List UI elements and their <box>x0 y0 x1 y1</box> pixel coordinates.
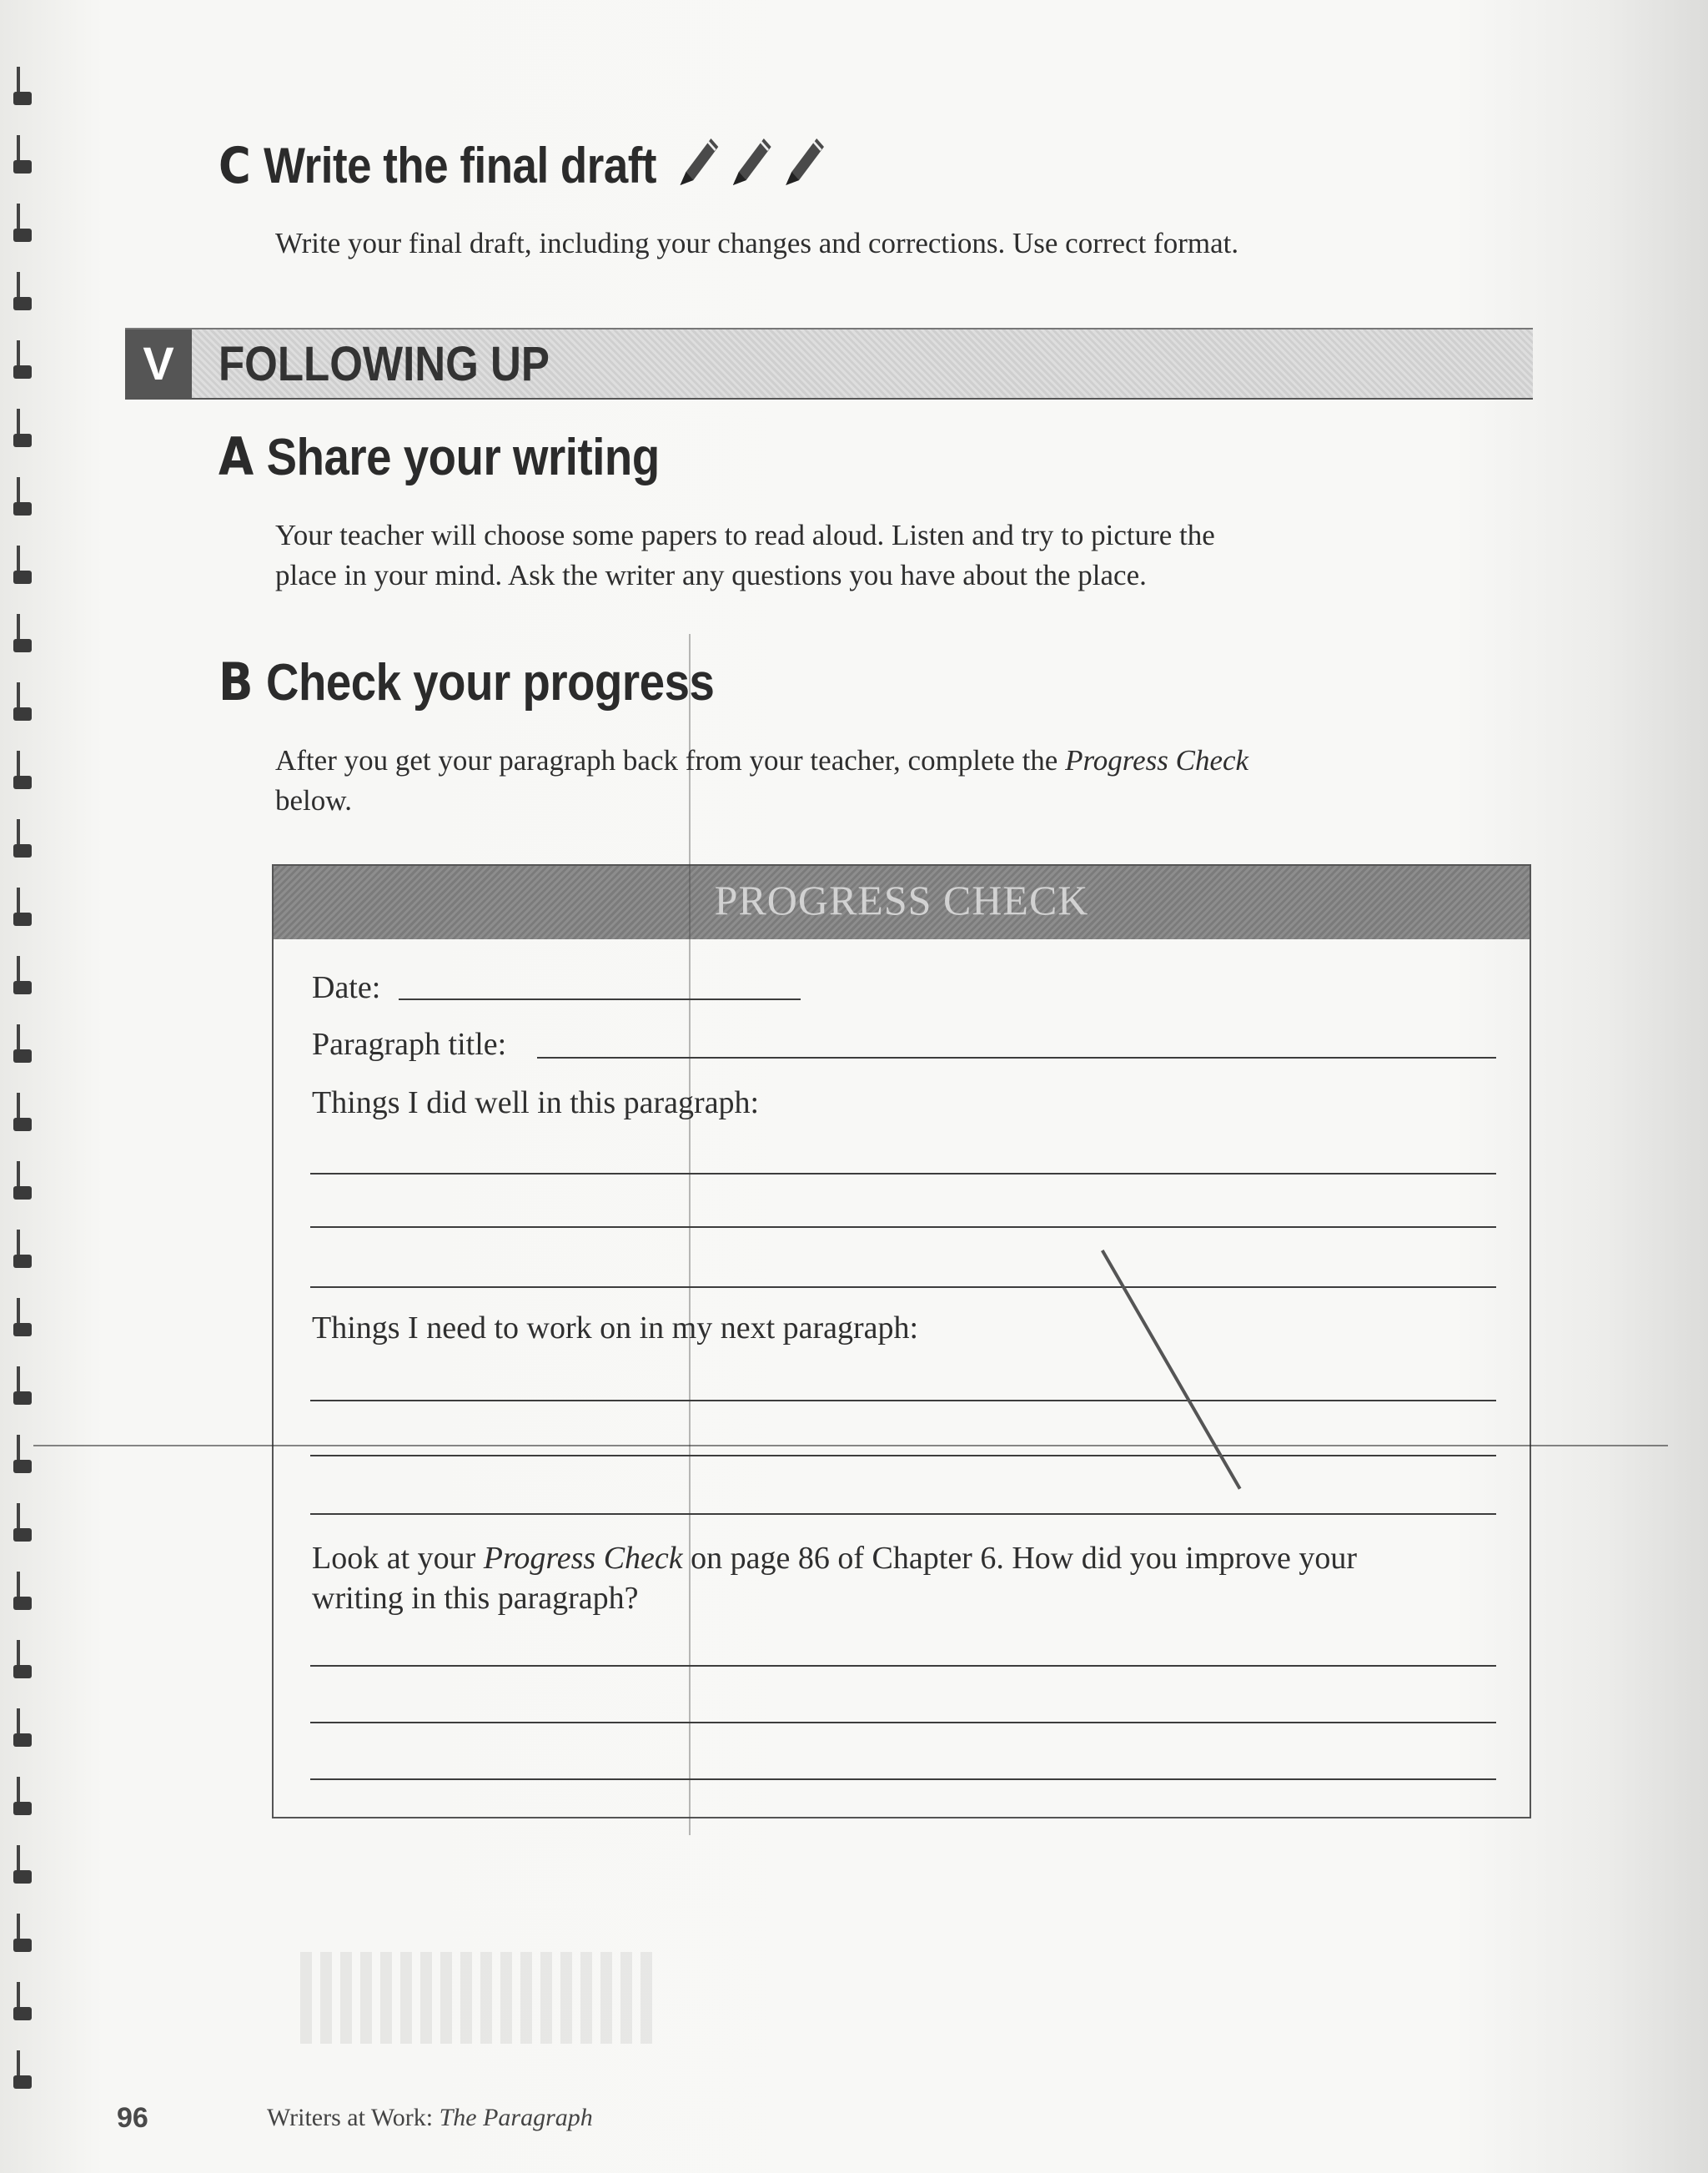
binding-ring-tab <box>13 844 32 858</box>
date-label: Date: <box>312 970 381 1005</box>
section-c-instruction: Write your final draft, including your changes and corrections. Use correct format. <box>275 227 1239 259</box>
book-title-subtitle: The Paragraph <box>439 2104 593 2131</box>
page-crease-horizontal <box>33 1445 1668 1446</box>
part-title: FOLLOWING UP <box>219 337 550 391</box>
binding-ring-tab <box>13 1323 32 1336</box>
binding-ring-tab <box>13 1118 32 1131</box>
page-crease-vertical <box>689 634 691 1835</box>
binding-ring-tab <box>13 160 32 174</box>
improvement-question-line-2: writing in this paragraph? <box>312 1581 639 1616</box>
part-number: V <box>125 329 192 398</box>
binding-ring-tab <box>13 707 32 721</box>
section-a-text-line-2: place in your mind. Ask the writer any questions you have about the place. <box>275 559 1147 591</box>
things-to-work-on-line-3[interactable] <box>310 1513 1496 1515</box>
section-b-text-start: After you get your paragraph back from your teacher, complete the <box>275 744 1066 777</box>
binding-ring-tab <box>13 571 32 584</box>
binding-ring-tab <box>13 1733 32 1747</box>
binding-ring-tab <box>13 1597 32 1610</box>
things-done-well-label: Things I did well in this paragraph: <box>312 1085 760 1120</box>
binding-ring-tab <box>13 776 32 789</box>
binding-ring-tab <box>13 2007 32 2020</box>
page-number: 96 <box>117 2102 148 2134</box>
section-a-heading <box>219 424 660 491</box>
binding-ring-tab <box>13 1186 32 1200</box>
pencil-icon <box>676 132 721 207</box>
improvement-question-start: Look at your <box>312 1541 484 1576</box>
binding-ring-tab <box>13 913 32 926</box>
binding-ring-tab <box>13 92 32 105</box>
date-field-line[interactable] <box>399 998 801 1000</box>
things-done-well-line-3[interactable] <box>310 1286 1496 1288</box>
spiral-binding <box>13 67 37 2135</box>
section-c-heading <box>219 132 826 207</box>
binding-ring-tab <box>13 639 32 652</box>
book-title <box>267 2104 593 2132</box>
things-done-well-line-1[interactable] <box>310 1173 1496 1175</box>
section-b-text-emphasis: Progress Check <box>1065 744 1249 777</box>
binding-ring-tab <box>13 1255 32 1268</box>
improvement-answer-line-3[interactable] <box>310 1778 1496 1780</box>
binding-ring-tab <box>13 981 32 994</box>
improvement-answer-line-2[interactable] <box>310 1722 1496 1723</box>
book-title-main: Writers at Work: <box>267 2104 440 2131</box>
section-b-letter: B <box>219 651 254 712</box>
binding-ring-tab <box>13 1528 32 1542</box>
improvement-question-end: on page 86 of Chapter 6. How did you improve your <box>682 1541 1358 1576</box>
binding-ring-tab <box>13 434 32 447</box>
binding-ring-tab <box>13 1939 32 1952</box>
bleed-through-shadow <box>300 1952 659 2044</box>
section-c-letter: C <box>219 136 251 195</box>
binding-ring-tab <box>13 297 32 310</box>
pencil-icon <box>781 132 827 207</box>
section-b-title: Check your progress <box>265 654 715 712</box>
improvement-question-emphasis: Progress Check <box>483 1541 683 1576</box>
things-to-work-on-line-1[interactable] <box>310 1400 1496 1401</box>
things-to-work-on-label: Things I need to work on in my next paragraph: <box>312 1310 919 1346</box>
section-b-heading <box>219 649 714 717</box>
binding-ring-tab <box>13 1391 32 1405</box>
part-banner <box>125 328 1533 400</box>
pencil-icon <box>728 132 774 207</box>
improvement-answer-line-1[interactable] <box>310 1665 1496 1667</box>
binding-ring-tab <box>13 365 32 379</box>
paragraph-title-label: Paragraph title: <box>312 1027 507 1062</box>
binding-ring-tab <box>13 1049 32 1063</box>
section-a-letter: A <box>219 426 254 487</box>
section-c-title: Write the final draft <box>264 137 657 194</box>
binding-ring-tab <box>13 1802 32 1815</box>
improvement-question-line-1 <box>312 1540 1357 1577</box>
progress-check-title: PROGRESS CHECK <box>714 877 1089 923</box>
progress-check-header <box>274 866 1530 939</box>
section-b-text-line-2: below. <box>275 784 353 817</box>
things-done-well-line-2[interactable] <box>310 1226 1496 1228</box>
section-a-title: Share your writing <box>266 429 660 486</box>
binding-ring-tab <box>13 2075 32 2089</box>
things-to-work-on-line-2[interactable] <box>310 1455 1496 1456</box>
paragraph-title-field-line[interactable] <box>537 1057 1496 1059</box>
binding-ring-tab <box>13 1665 32 1678</box>
binding-ring-tab <box>13 502 32 516</box>
section-b-text-line-1 <box>275 741 1248 781</box>
progress-check-box <box>272 864 1531 1818</box>
section-a-text-line-1: Your teacher will choose some papers to read aloud. Listen and try to picture the <box>275 519 1215 551</box>
binding-ring-tab <box>13 1870 32 1884</box>
binding-ring-tab <box>13 1460 32 1473</box>
binding-ring-tab <box>13 229 32 242</box>
